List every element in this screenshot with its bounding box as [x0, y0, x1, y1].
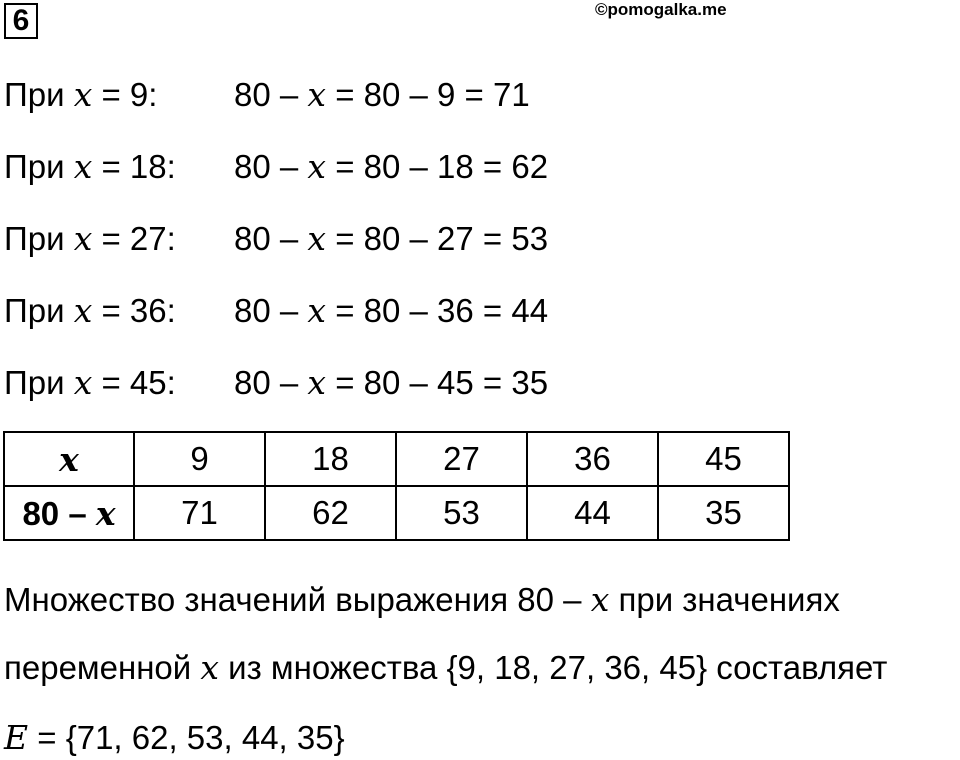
expression-result: = 80 – 27 = 53	[326, 220, 549, 257]
table-cell: 35	[658, 486, 789, 540]
conclusion-line-1	[4, 578, 840, 622]
variable: x	[95, 493, 116, 533]
expression-start: 80 –	[234, 292, 308, 329]
table-cell: 27	[396, 432, 527, 486]
header-expression-start: 80 –	[22, 494, 96, 532]
condition-prefix: При	[4, 148, 65, 185]
condition-value: = 27:	[92, 220, 176, 257]
variable: x	[59, 439, 79, 479]
condition-prefix: При	[4, 220, 65, 257]
table-cell: 9	[134, 432, 265, 486]
condition-prefix: При	[4, 76, 65, 113]
expression-start: 80 –	[234, 148, 308, 185]
table-cell: 53	[396, 486, 527, 540]
watermark: ©pomogalka.me	[595, 0, 727, 19]
condition	[4, 219, 176, 259]
condition-value: = 36:	[92, 292, 176, 329]
expression-result: = 80 – 9 = 71	[326, 76, 530, 113]
variable: x	[590, 580, 610, 619]
conclusion-line-2	[4, 646, 887, 690]
condition-value: = 9:	[92, 76, 158, 113]
condition	[4, 363, 176, 403]
variable: x	[307, 363, 327, 402]
variable: x	[73, 291, 93, 330]
condition-prefix: При	[4, 364, 65, 401]
conclusion-text: = {71, 62, 53, 44, 35}	[28, 719, 345, 756]
variable: x	[307, 75, 327, 114]
expression	[234, 75, 530, 115]
expression	[234, 291, 548, 331]
variable: x	[200, 648, 219, 687]
expression-start: 80 –	[234, 76, 308, 113]
conclusion-text: переменной	[4, 649, 201, 686]
table-cell: 18	[265, 432, 396, 486]
variable: x	[307, 219, 327, 258]
expression-result: = 80 – 36 = 44	[326, 292, 549, 329]
variable: x	[307, 147, 327, 186]
table-cell: 62	[265, 486, 396, 540]
variable: x	[307, 291, 327, 330]
table-row-x	[4, 432, 789, 486]
expression-start: 80 –	[234, 364, 308, 401]
values-table	[3, 431, 790, 541]
table-header-expression	[4, 486, 134, 540]
condition	[4, 75, 157, 115]
table-cell: 45	[658, 432, 789, 486]
conclusion-line-3	[4, 716, 345, 760]
variable: x	[73, 363, 93, 402]
table-cell: 71	[134, 486, 265, 540]
expression-result: = 80 – 18 = 62	[326, 148, 549, 185]
condition-prefix: При	[4, 292, 65, 329]
condition-value: = 45:	[92, 364, 176, 401]
expression-result: = 80 – 45 = 35	[326, 364, 549, 401]
conclusion-text: Множество значений выражения 80 –	[4, 581, 591, 618]
set-name: E	[4, 718, 29, 757]
table-cell: 36	[527, 432, 658, 486]
variable: x	[73, 147, 93, 186]
expression	[234, 147, 548, 187]
condition-value: = 18:	[92, 148, 176, 185]
conclusion-text: при значениях	[609, 581, 840, 618]
variable: x	[73, 75, 93, 114]
condition	[4, 291, 176, 331]
expression-start: 80 –	[234, 220, 308, 257]
table-cell: 44	[527, 486, 658, 540]
table-row-result	[4, 486, 789, 540]
table-header-x	[4, 432, 134, 486]
expression	[234, 219, 548, 259]
conclusion-text: из множества {9, 18, 27, 36, 45} составляет	[219, 649, 888, 686]
condition	[4, 147, 176, 187]
variable: x	[73, 219, 93, 258]
problem-number: 6	[4, 3, 38, 39]
expression	[234, 363, 548, 403]
